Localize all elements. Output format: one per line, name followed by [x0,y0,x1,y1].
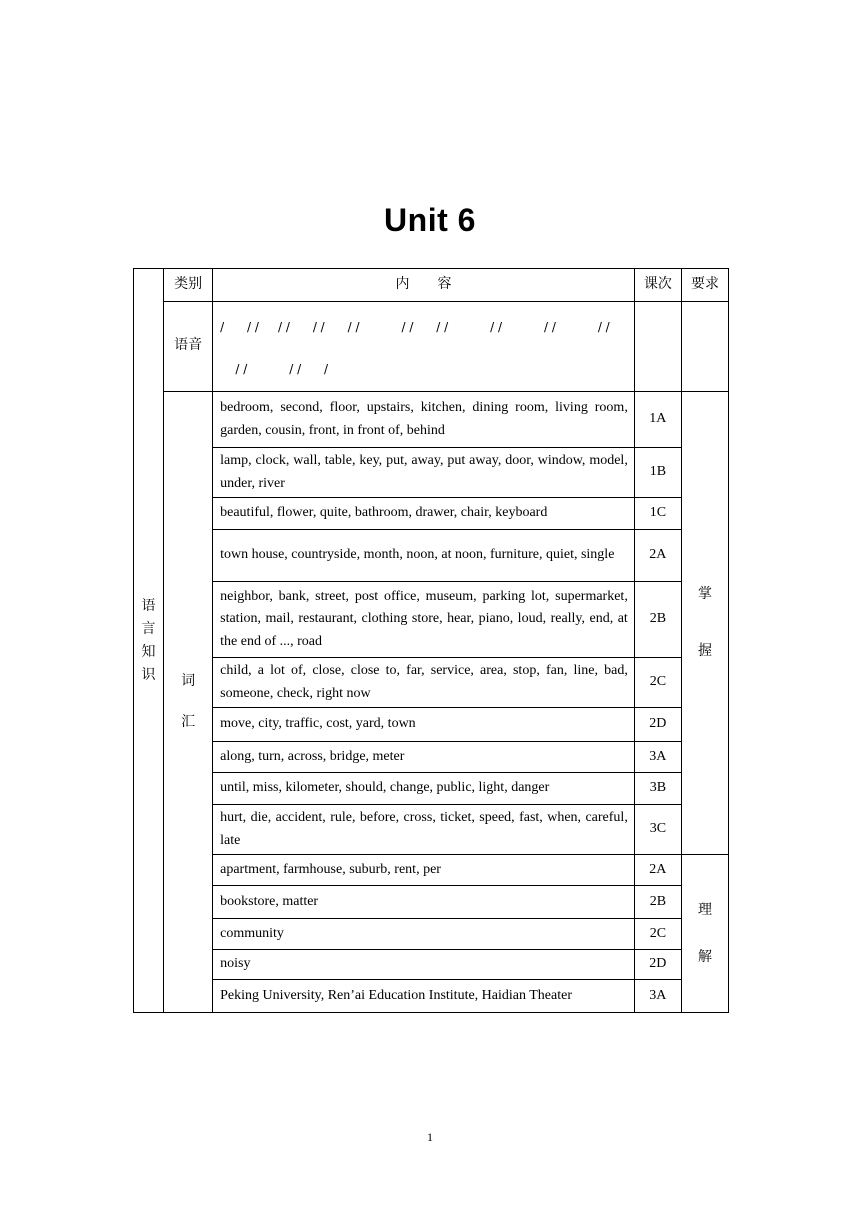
header-content: 内 容 [213,269,635,302]
page-title: Unit 6 [384,202,476,238]
phonetics-lesson [634,302,681,392]
vocab-label-char: 词 [181,674,196,689]
vocab-lesson: 3A [634,742,681,773]
vocab-content: until, miss, kilometer, should, change, public, light, danger [213,773,635,805]
vocab-lesson: 1B [634,448,681,498]
section-label-char: 知 [141,644,156,660]
vocab-lesson: 3C [634,805,681,855]
table-row [134,658,729,708]
understand-requirement-cell [681,855,728,1013]
vocab-content: child, a lot of, close, close to, far, service, area, stop, fan, line, bad, someone, check, right now [213,658,635,708]
vocab-content: along, turn, across, bridge, meter [213,742,635,773]
section-label-char: 语 [141,598,156,614]
table-row [134,708,729,742]
table-row [134,980,729,1013]
table-row [134,919,729,950]
vocab-content: Peking University, Ren’ai Education Institute, Haidian Theater [213,980,635,1013]
table-row [134,448,729,498]
table-row [134,392,729,448]
vocab-lesson: 3B [634,773,681,805]
phonetics-requirement [681,302,728,392]
vocabulary-table [133,268,729,1013]
vocab-lesson: 2D [634,950,681,980]
vocab-label-char: 汇 [181,715,196,730]
table-row [134,886,729,919]
header-row [134,269,729,302]
table-row [134,530,729,582]
vocab-label-cell [164,392,213,1013]
table-row [134,855,729,886]
master-requirement-cell [681,392,728,855]
phonetics-row [134,302,729,392]
table-row [134,805,729,855]
vocab-lesson: 3A [634,980,681,1013]
vocab-lesson: 2B [634,886,681,919]
section-label-cell [134,269,164,1013]
header-lesson: 课次 [634,269,681,302]
header-category: 类别 [164,269,213,302]
vocab-content: neighbor, bank, street, post office, museum, parking lot, supermarket, station, mail, restaurant, clothing store, hear, piano, loud, really, end, at the end of ..., road [213,582,635,658]
page-number: 1 [427,1130,433,1144]
vocab-lesson: 2D [634,708,681,742]
vocab-content: noisy [213,950,635,980]
vocab-content: apartment, farmhouse, suburb, rent, per [213,855,635,886]
requirement-char: 理 [697,902,712,918]
phonetics-line: / / / / / / / / / / / / / / / / / / / [220,320,610,334]
table-row [134,498,729,530]
phonetics-content [213,302,635,392]
section-label-char: 识 [141,667,156,683]
vocab-content: bedroom, second, floor, upstairs, kitchen, dining room, living room, garden, cousin, front, in front of, behind [213,392,635,448]
vocab-content: community [213,919,635,950]
vocab-lesson: 2A [634,530,681,582]
table-row [134,773,729,805]
vocab-lesson: 2C [634,919,681,950]
vocab-lesson: 2C [634,658,681,708]
requirement-char: 解 [697,949,712,965]
vocab-lesson: 2B [634,582,681,658]
requirement-char: 握 [697,644,712,659]
vocab-content: bookstore, matter [213,886,635,919]
vocab-content: hurt, die, accident, rule, before, cross, ticket, speed, fast, when, careful, late [213,805,635,855]
vocab-content: lamp, clock, wall, table, key, put, away, put away, door, window, model, under, river [213,448,635,498]
table-row [134,950,729,980]
header-requirement: 要求 [681,269,728,302]
requirement-char: 掌 [697,587,712,602]
vocab-lesson: 2A [634,855,681,886]
vocab-content: beautiful, flower, quite, bathroom, drawer, chair, keyboard [213,498,635,530]
vocab-content: move, city, traffic, cost, yard, town [213,708,635,742]
vocab-lesson: 1A [634,392,681,448]
vocab-lesson: 1C [634,498,681,530]
phonetics-line: / / / / / [220,362,329,376]
table-row [134,742,729,773]
section-label-char: 言 [141,621,156,637]
table-row [134,582,729,658]
vocab-content: town house, countryside, month, noon, at noon, furniture, quiet, single [213,530,635,582]
phonetics-label: 语音 [164,302,213,392]
